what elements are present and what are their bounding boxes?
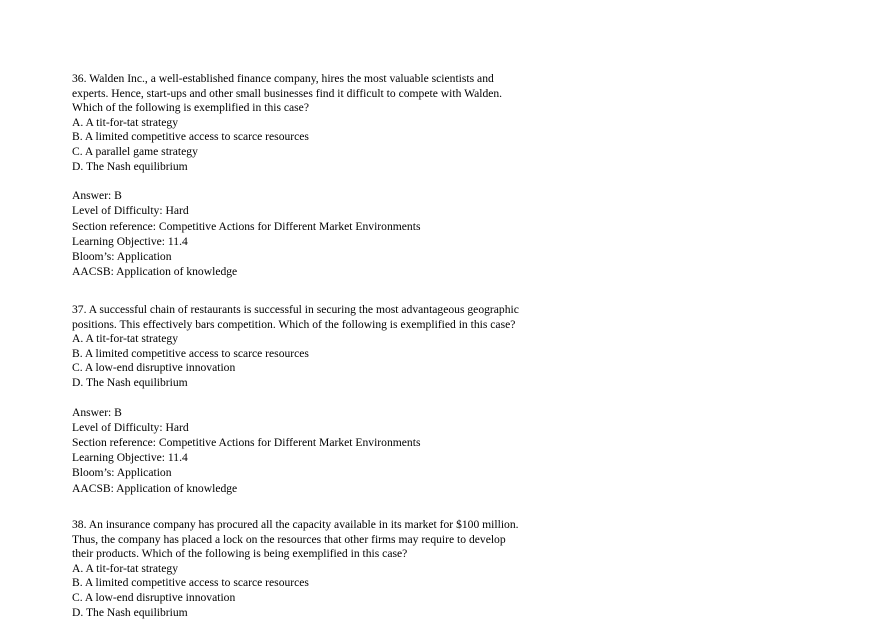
aacsb-line: AACSB: Application of knowledge [72, 481, 238, 495]
option-a: A. A tit-for-tat strategy [72, 332, 179, 346]
option-b: B. A limited competitive access to scarce resources [72, 346, 309, 360]
difficulty-line: Level of Difficulty: Hard [72, 204, 189, 218]
answer-line: Answer: B [72, 189, 122, 203]
option-c: C. A low-end disruptive innovation [72, 361, 236, 375]
stem-line: 38. An insurance company has procured all the capacity available in its market for $100 million. [72, 518, 519, 531]
option-a: A. A tit-for-tat strategy [72, 561, 179, 575]
option-c: C. A low-end disruptive innovation [72, 590, 236, 604]
stem-line: experts. Hence, start-ups and other small businesses find it difficult to compete with Walden. [72, 86, 503, 100]
learning-objective-line: Learning Objective: 11.4 [72, 234, 188, 248]
stem-line: positions. This effectively bars competition. Which of the following is exemplified in this case? [72, 317, 516, 331]
option-a: A. A tit-for-tat strategy [72, 115, 179, 129]
question-38 [72, 518, 572, 620]
question-37 [72, 303, 572, 496]
option-b: B. A limited competitive access to scarce resources [72, 576, 309, 590]
stem-line: their products. Which of the following is being exemplified in this case? [72, 547, 408, 561]
stem-line: 37. A successful chain of restaurants is successful in securing the most advantageous geographic [72, 303, 519, 316]
answer-options [72, 332, 572, 390]
option-d: D. The Nash equilibrium [72, 159, 188, 173]
option-d: D. The Nash equilibrium [72, 605, 188, 619]
stem-line: Thus, the company has placed a lock on the resources that other firms may require to develop [72, 532, 506, 546]
answer-metadata [72, 188, 572, 279]
stem-line: 36. Walden Inc., a well-established finance company, hires the most valuable scientists and [72, 72, 494, 85]
blooms-line: Bloom’s: Application [72, 249, 172, 263]
answer-options [72, 116, 572, 174]
section-reference-line: Section reference: Competitive Actions for Different Market Environments [72, 435, 421, 449]
question-stem [72, 303, 572, 332]
question-36 [72, 72, 572, 279]
option-b: B. A limited competitive access to scarce resources [72, 130, 309, 144]
aacsb-line: AACSB: Application of knowledge [72, 265, 238, 279]
blooms-line: Bloom’s: Application [72, 466, 172, 480]
question-stem [72, 72, 572, 116]
stem-line: Which of the following is exemplified in this case? [72, 101, 309, 115]
difficulty-line: Level of Difficulty: Hard [72, 420, 189, 434]
option-c: C. A parallel game strategy [72, 144, 198, 158]
answer-options [72, 562, 572, 620]
question-stem [72, 518, 572, 562]
answer-metadata [72, 405, 572, 496]
answer-line: Answer: B [72, 405, 122, 419]
learning-objective-line: Learning Objective: 11.4 [72, 451, 188, 465]
section-reference-line: Section reference: Competitive Actions for Different Market Environments [72, 219, 421, 233]
option-d: D. The Nash equilibrium [72, 375, 188, 389]
